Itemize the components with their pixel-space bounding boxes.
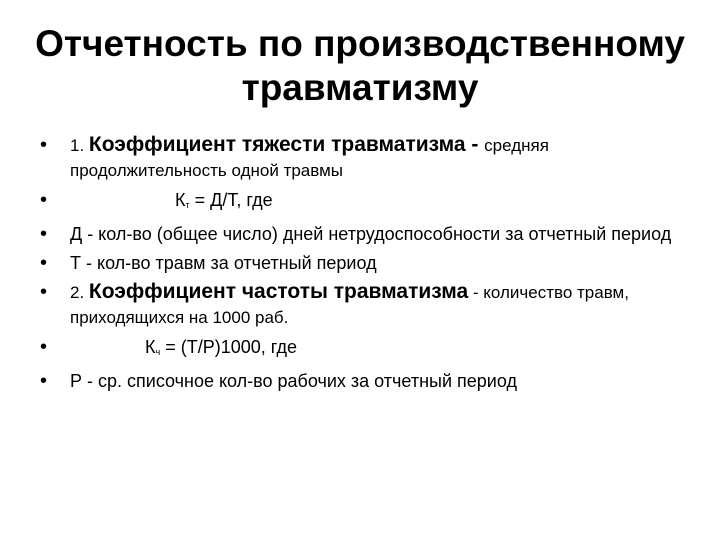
definition-severity: средняя продолжительность одной травмы — [70, 136, 549, 180]
bullet-icon: • — [40, 189, 48, 211]
formula-expression: = (Т/Р)1000, где — [160, 337, 298, 357]
bullet-icon: • — [40, 370, 48, 392]
bullet-item-frequency-coefficient — [40, 280, 690, 330]
term-severity: Коэффициент тяжести травматизма - — [88, 133, 485, 156]
bullet-item-formula-frequency — [40, 335, 690, 364]
bullet-text: Д - кол-во (общее число) дней нетрудоспособности за отчетный период — [70, 224, 672, 244]
bullet-item-severity-coefficient — [40, 133, 690, 183]
formula-subscript: ч — [155, 347, 161, 357]
bullet-icon: • — [40, 281, 48, 303]
definition-frequency: - количество травм, приходящихся на 1000 раб. — [70, 283, 629, 327]
bullet-list — [40, 133, 690, 398]
term-frequency: Коэффициент частоты травматизма — [88, 280, 469, 303]
bullet-text: Р - ср. списочное кол-во рабочих за отчетный период — [70, 371, 517, 391]
formula-symbol: К — [145, 337, 156, 357]
bullet-item-formula-severity — [40, 188, 690, 217]
bullet-icon: • — [40, 336, 48, 358]
bullet-icon: • — [40, 252, 48, 274]
bullet-icon: • — [40, 223, 48, 245]
item-number: 1. — [70, 136, 89, 155]
bullet-item-injuries-definition — [40, 251, 690, 275]
formula-symbol: К — [175, 190, 186, 210]
formula-expression: = Д/Т, где — [189, 190, 273, 210]
formula-subscript: т — [185, 200, 190, 210]
bullet-item-days-definition — [40, 222, 690, 246]
formula-frequency — [70, 337, 297, 357]
bullet-item-workers-definition — [40, 369, 690, 393]
bullet-text: Т - кол-во травм за отчетный период — [70, 253, 377, 273]
bullet-icon: • — [40, 134, 48, 156]
slide-title: Отчетность по производственному травматизму — [35, 23, 685, 108]
item-number: 2. — [70, 283, 89, 302]
formula-severity — [70, 190, 273, 210]
